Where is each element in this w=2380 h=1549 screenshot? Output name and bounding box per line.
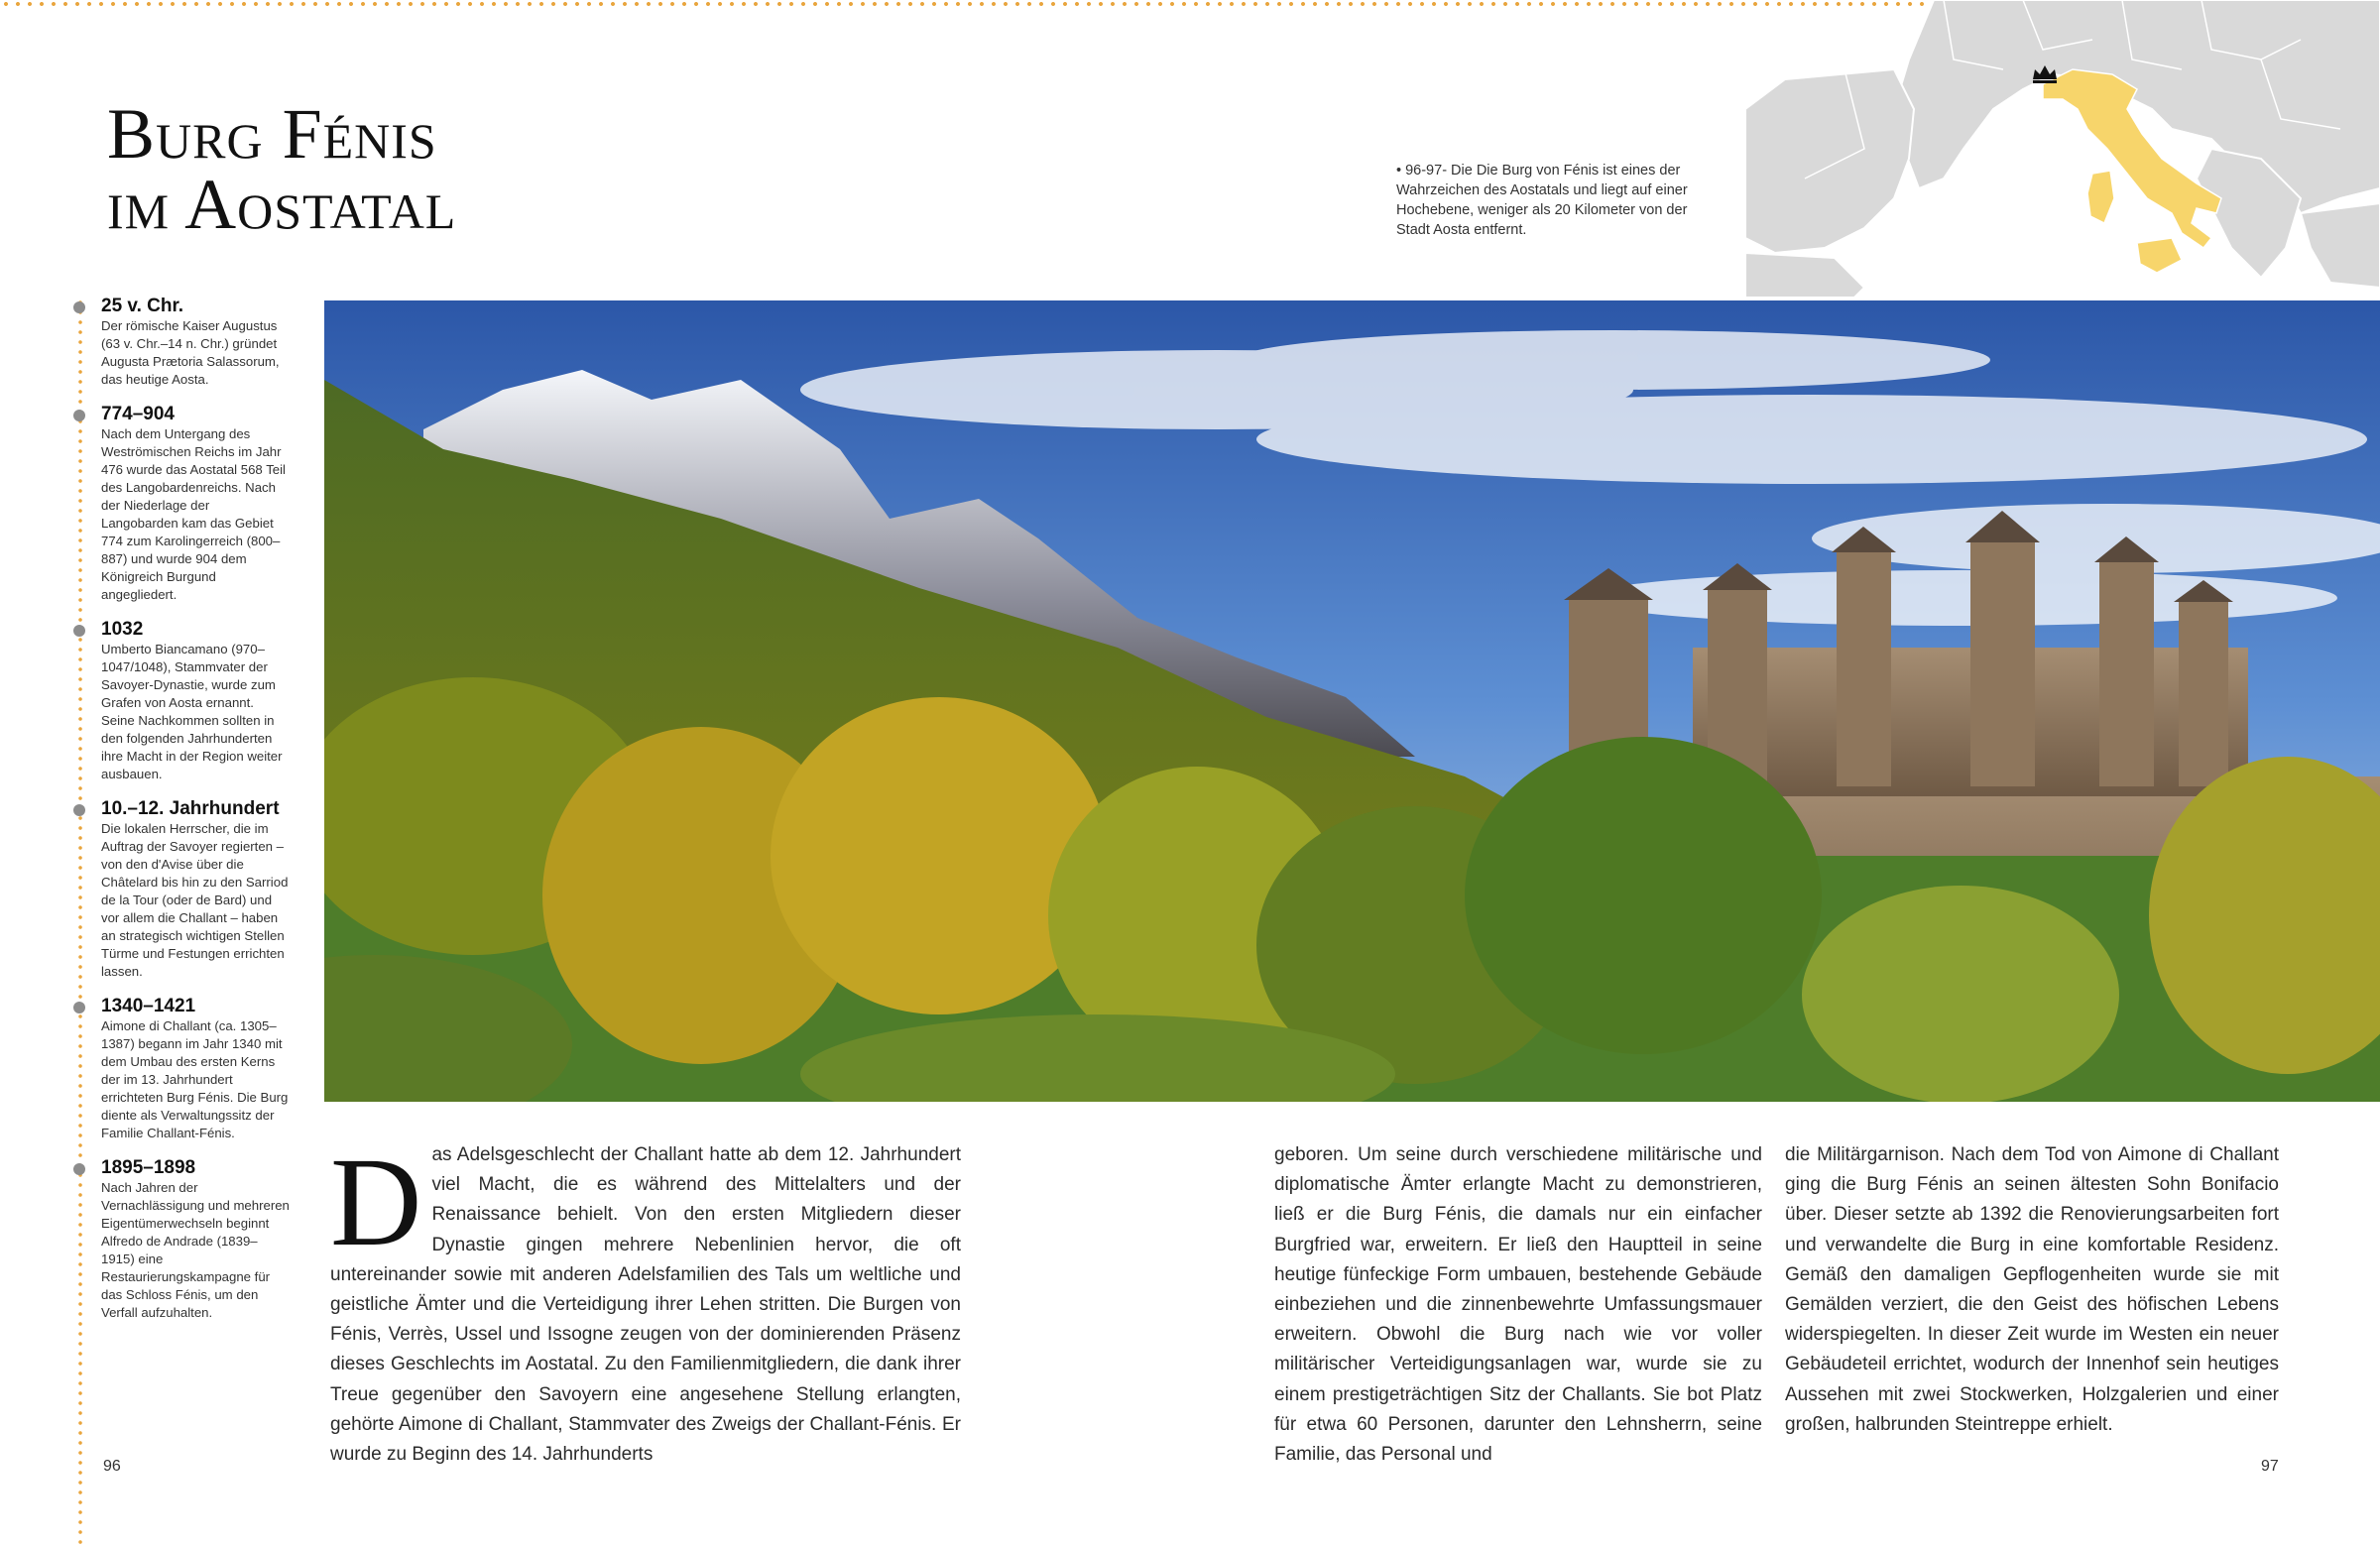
timeline-entry	[69, 296, 290, 389]
body-column-3: die Militärgarnison. Nach dem Tod von Aimone di Challant ging die Burg Fénis an seinen ältesten Sohn Bonifacio über. Dieser setzte ab 1392 die Renovierungsarbeiten fort und verwandelte die Burg in eine komfortable Residenz. Gemäß den damaligen Gepflogenheiten wurde sie mit Gemälden verziert, die den Geist des höfischen Lebens widerspiegelten. In dieser Zeit wurde im Westen ein neuer Gebäudeteil errichtet, wodurch der Innenhof sein heutiges Aussehen mit zwei Stockwerken, Holzgalerien und einer großen, halbrunden Steintreppe erhielt.	[1785, 1144, 2279, 1435]
timeline-text: Die lokalen Herrscher, die im Auftrag der Savoyer regierten – von den d'Avise über die Châtelard bis hin zu den Sarriod de la Tour (oder de Bard) und vor allem die Challant – haben an strategisch wichtigen Stellen Türme und Festungen errichten lassen.	[101, 821, 289, 979]
timeline-text: Der römische Kaiser Augustus (63 v. Chr.–14 n. Chr.) gründet Augusta Prætoria Salassorum, das heutige Aosta.	[101, 318, 280, 387]
timeline-bullet	[73, 625, 85, 637]
timeline-year: 25 v. Chr.	[101, 296, 184, 316]
castle-fenis-landscape-photo	[324, 300, 2380, 1102]
timeline-entry	[69, 1157, 290, 1322]
page-number-left: 96	[103, 1458, 121, 1475]
body-column-1-text: as Adelsgeschlecht der Challant hatte ab dem 12. Jahrhundert viel Macht, die es während des Mittelalters und der Renaissance behielt. Von den ersten Mitgliedern dieser Dynastie gingen mehrere Nebenlinien hervor, die oft untereinander sowie mit anderen Adelsfamilien des Tals um weltliche und geistliche Ämter und die Verteidigung ihrer Lehen stritten. Die Burgen von Fénis, Verrès, Ussel und Issogne zeugen von der dominierenden Präsenz dieses Geschlechts im Aostatal. Zu den Familienmitgliedern, die dank ihrer Treue gegenüber den Savoyern eine angesehene Stellung erlangten, gehörte Aimone di Challant, Stammvater des Zweigs der Challant-Fénis. Er wurde zu Beginn des 14. Jahrhunderts	[330, 1144, 961, 1466]
timeline-bullet	[73, 301, 85, 313]
timeline-year: 1340–1421	[101, 996, 196, 1016]
timeline-year: 1895–1898	[101, 1157, 196, 1178]
sicily-highlight	[2137, 238, 2182, 273]
timeline-text: Aimone di Challant (ca. 1305–1387) begann im Jahr 1340 mit dem Umbau des ersten Kerns der im 13. Jahrhundert errichteten Burg Fénis. Die Burg diente als Verwaltungssitz der Familie Challant-Fénis.	[101, 1018, 289, 1140]
timeline-year: 1032	[101, 619, 144, 640]
timeline-bullet	[73, 1002, 85, 1013]
timeline-year: 10.–12. Jahrhundert	[101, 798, 280, 819]
timeline-text: Nach Jahren der Vernachlässigung und mehreren Eigentümerwechseln beginnt Alfredo de Andrade (1839–1915) eine Restaurierungskampagne für das Schloss Fénis, um den Verfall aufzuhalten.	[101, 1180, 290, 1320]
timeline-entry	[69, 404, 290, 604]
europe-locator-map	[1745, 0, 2380, 298]
timeline-bullet	[73, 804, 85, 816]
page-title	[107, 94, 457, 244]
sardinia-highlight	[2087, 171, 2114, 223]
timeline-bullet	[73, 410, 85, 421]
body-column-1	[330, 1132, 961, 1470]
body-column-2: geboren. Um seine durch verschiedene militärische und diplomatische Ämter erlangte Macht zu demonstrieren, ließ er die Burg Fénis, die damals nur ein einfacher Burgfried war, erweitern. Er ließ den Hauptteil in seine heutige fünfeckige Form umbauen, bestehende Gebäude einbeziehen und die zinnenbewehrte Umfassungsmauer erweitern. Obwohl die Burg nach wie vor voller militärischer Verteidigungsanlagen war, wurde sie zu einem prestigeträchtigen Sitz der Challants. Sie bot Platz für etwa 60 Personen, darunter den Lehnsherrn, seine Familie, das Personal und	[1274, 1144, 1762, 1466]
timeline-entry	[69, 619, 290, 783]
photo-caption: • 96-97- Die Die Burg von Fénis ist eines der Wahrzeichen des Aostatals und liegt auf einer Hochebene, weniger als 20 Kilometer von der Stadt Aosta entfernt.	[1396, 163, 1688, 238]
timeline-text: Umberto Biancamano (970–1047/1048), Stammvater der Savoyer-Dynastie, wurde zum Grafen von Aosta ernannt. Seine Nachkommen sollten in den folgenden Jahrhunderten ihre Macht in der Region weiter ausbauen.	[101, 642, 283, 781]
timeline-text: Nach dem Untergang des Weströmischen Reichs im Jahr 476 wurde das Aostatal 568 Teil des Langobardenreichs. Nach der Niederlage der Langobarden kam das Gebiet 774 zum Karolingerreich (800–887) und wurde 904 dem Königreich Burgund angegliedert.	[101, 426, 286, 602]
title-line-2: im Aostatal	[107, 164, 457, 244]
title-line-1: Burg Fénis	[107, 94, 437, 174]
drop-cap: D	[330, 1132, 422, 1272]
timeline-bullet	[73, 1163, 85, 1175]
timeline-entry	[69, 798, 290, 981]
page-number-right: 97	[2261, 1458, 2279, 1475]
timeline-year: 774–904	[101, 404, 175, 424]
map-land	[1745, 0, 2380, 298]
timeline-entry	[69, 996, 290, 1142]
timeline-sidebar	[69, 296, 290, 1337]
